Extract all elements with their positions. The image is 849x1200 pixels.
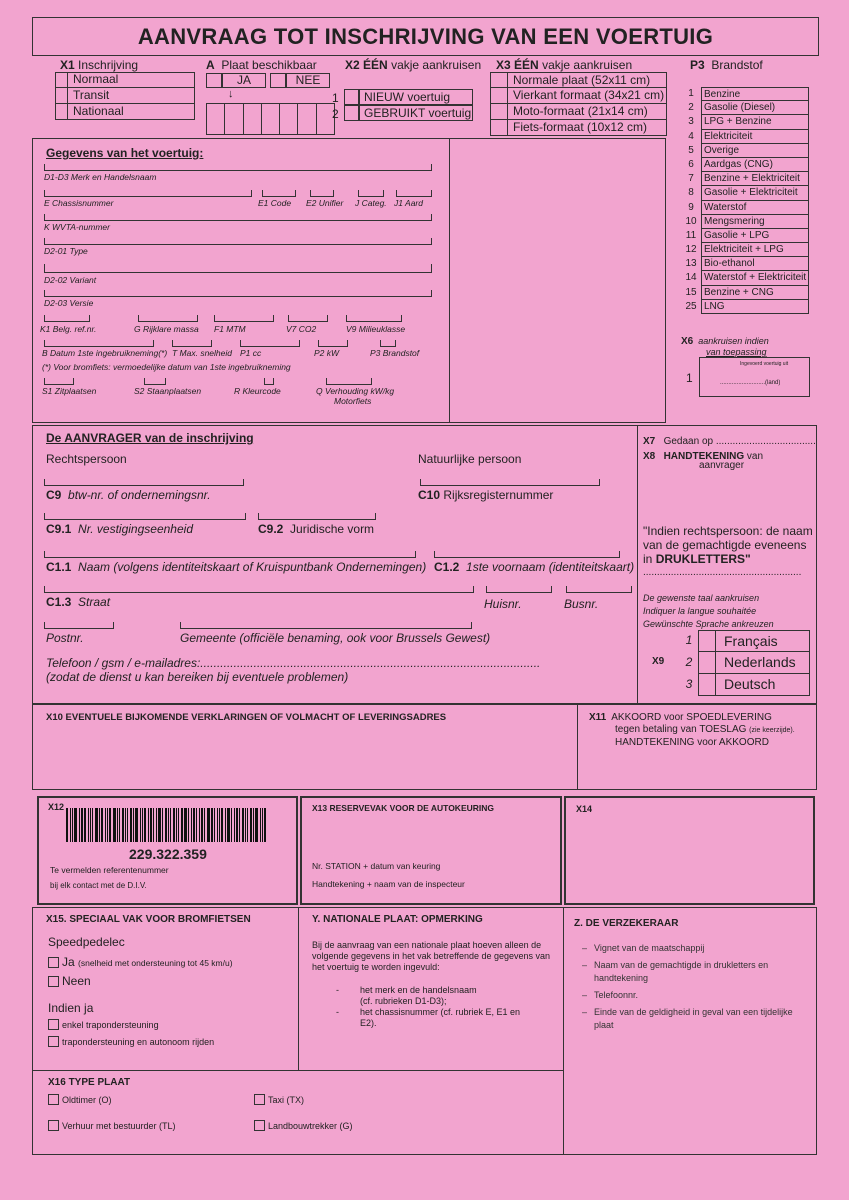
language-list [680, 630, 810, 696]
fuel-item[interactable] [681, 286, 809, 300]
fuel-label: Elektriciteit + LPG [701, 243, 809, 257]
fuel-label: Overige [701, 144, 809, 158]
x1-header: X1 Inschrijving [60, 58, 139, 72]
checkbox-icon[interactable] [48, 957, 59, 968]
language-option[interactable] [680, 652, 810, 674]
x7-done-on: X7 Gedaan op .................................... [643, 436, 816, 447]
label-c11: C1.1 Naam (volgens identiteitskaart of Kruispuntbank Ondernemingen) [46, 560, 427, 574]
label-s2: S2 Staanplaatsen [134, 386, 202, 396]
label-t: T Max. snelheid [172, 348, 232, 358]
insurer-item: – Telefoonnr. [582, 990, 639, 1000]
y-paragraph: Bij de aanvraag van een nationale plaat hoeven alleen de volgende gegevens in het vak betreffende de gegevens van het voertuig te worden ingevuld: [312, 940, 551, 972]
language-label: Français [716, 630, 810, 652]
fuel-label: LPG + Benzine [701, 115, 809, 129]
fuel-item[interactable] [681, 130, 809, 144]
x3-option-vierkant[interactable]: Vierkant formaat (34x21 cm) [490, 88, 667, 104]
legal-person-label: Rechtspersoon [46, 452, 127, 466]
x12-code: X12 [48, 802, 65, 812]
label-s1: S1 Zitplaatsen [42, 386, 97, 396]
x13-title: X13 RESERVEVAK VOOR DE AUTOKEURING [312, 803, 495, 813]
fuel-item[interactable] [681, 201, 809, 215]
language-checkbox[interactable] [698, 674, 716, 696]
field-v7[interactable] [288, 315, 328, 322]
field-busnr[interactable] [566, 586, 632, 593]
checkbox-icon[interactable] [48, 976, 59, 987]
fuel-code: 14 [685, 272, 697, 284]
x12-note2: bij elk contact met de D.I.V. [50, 881, 147, 890]
x16-option-oldtimer[interactable]: Oldtimer (O) [48, 1094, 112, 1105]
fuel-item[interactable] [681, 215, 809, 229]
x10-title: X10 EVENTUELE BIJKOMENDE VERKLARINGEN OF VOLMACHT OF LEVERINGSADRES [46, 712, 447, 723]
label-j: J Categ. [355, 198, 387, 208]
field-c9[interactable] [44, 479, 244, 486]
checkbox-icon[interactable] [254, 1094, 265, 1105]
label-e: E Chassisnummer [44, 198, 114, 208]
fuel-item[interactable] [681, 101, 809, 115]
x16-option-taxi[interactable]: Taxi (TX) [254, 1094, 304, 1105]
x2-header: X2 ÉÉN vakje aankruisen [345, 58, 482, 72]
fuel-item[interactable] [681, 271, 809, 285]
natural-person-label: Natuurlijke persoon [418, 452, 522, 466]
field-huisnr[interactable] [486, 586, 552, 593]
x8-signature: X8 HANDTEKENING van aanvrager [643, 451, 764, 471]
language-label: Nederlands [716, 652, 810, 674]
fuel-label: Gasolie + LPG [701, 229, 809, 243]
fuel-label: Benzine + CNG [701, 286, 809, 300]
x13-line2: Handtekening + naam van de inspecteur [312, 879, 465, 889]
label-c91: C9.1 Nr. vestigingseenheid [46, 522, 193, 536]
field-d201[interactable] [44, 238, 432, 245]
language-option[interactable] [680, 630, 810, 652]
checkbox-icon[interactable] [48, 1094, 59, 1105]
language-number: 3 [685, 677, 693, 691]
fuel-code: 11 [685, 229, 697, 241]
fuel-item[interactable] [681, 115, 809, 129]
form-title: AANVRAAG TOT INSCHRIJVING VAN EEN VOERTUIG [137, 24, 714, 49]
label-e1: E1 Code [258, 198, 292, 208]
barcode-icon [66, 808, 266, 844]
label-c12: C1.2 1ste voornaam (identiteitskaart) [434, 560, 635, 574]
speedpedelec-label: Speedpedelec [48, 935, 125, 949]
checkbox-icon[interactable] [48, 1120, 59, 1131]
fuel-label: Gasolie (Diesel) [701, 101, 809, 115]
fuel-code: 8 [688, 187, 694, 199]
fuel-item[interactable] [681, 257, 809, 271]
a-header: A Plaat beschikbaar [206, 58, 317, 72]
field-k[interactable] [44, 214, 432, 221]
title-box [32, 17, 819, 56]
x1-option-transit[interactable]: Transit [55, 88, 195, 104]
checkbox-icon[interactable] [48, 1036, 59, 1047]
label-d1d3: D1-D3 Merk en Handelsnaam [44, 172, 157, 182]
fuel-code: 9 [688, 201, 694, 213]
fuel-code: 15 [685, 286, 697, 298]
insurer-item: – Vignet van de maatschappij [582, 943, 705, 953]
fuel-code: 3 [688, 116, 694, 128]
label-p2: P2 kW [314, 348, 340, 358]
fuel-label: Benzine [701, 87, 809, 101]
fuel-label: Elektriciteit [701, 130, 809, 144]
field-k1[interactable] [44, 315, 90, 322]
vehicle-data-title: Gegevens van het voertuig: [46, 146, 204, 160]
field-d1d3[interactable] [44, 164, 432, 171]
fuel-label: Gasolie + Elektriciteit [701, 186, 809, 200]
insurer-item: – Naam van de gemachtigde in drukletters en handtekening [582, 960, 769, 983]
x15-option-autonoom[interactable]: trapondersteuning en autonoom rijden [48, 1036, 214, 1047]
field-c91[interactable] [44, 513, 246, 520]
language-checkbox[interactable] [698, 652, 716, 674]
fuel-label: Mengsmering [701, 215, 809, 229]
field-v9[interactable] [346, 315, 402, 322]
label-p1: P1 cc [240, 348, 262, 358]
fuel-item[interactable] [681, 186, 809, 200]
label-postnr: Postnr. [46, 631, 84, 645]
fuel-code: 7 [688, 173, 694, 185]
fuel-label: LNG [701, 300, 809, 314]
fuel-label: Bio-ethanol [701, 257, 809, 271]
x6-header: X6 aankruisen indien [681, 336, 769, 347]
fuel-item[interactable] [681, 144, 809, 158]
language-number: 2 [685, 655, 693, 669]
field-c92[interactable] [258, 513, 376, 520]
label-v9: V9 Milieuklasse [346, 324, 406, 334]
fuel-code: 5 [688, 144, 694, 156]
field-j[interactable] [358, 190, 384, 197]
x3-option-fiets[interactable]: Fiets-formaat (10x12 cm) [490, 120, 667, 136]
x16-option-landbouw[interactable]: Landbouwtrekker (G) [254, 1120, 353, 1131]
field-e2[interactable] [310, 190, 334, 197]
x2-checkbox-nieuw[interactable] [344, 89, 359, 105]
label-k1: K1 Belg. ref.nr. [40, 324, 97, 334]
field-e1[interactable] [262, 190, 296, 197]
x2-num-1: 1 [332, 91, 339, 105]
plate-number-boxes[interactable] [206, 103, 335, 135]
field-s1[interactable] [44, 378, 74, 385]
label-q: Q Verhouding kW/kg [316, 386, 395, 396]
field-q[interactable] [326, 378, 372, 385]
x15-title: X15. SPECIAAL VAK VOOR BROMFIETSEN [46, 914, 251, 925]
label-d203: D2-03 Versie [44, 298, 94, 308]
label-r: R Kleurcode [234, 386, 281, 396]
vehicle-note: (*) Voor bromfiets: vermoedelijke datum van 1ste ingebruikneming [42, 362, 291, 372]
a-nee-checkbox[interactable] [270, 73, 286, 88]
fuel-code: 4 [688, 130, 694, 142]
x3-header: X3 ÉÉN vakje aankruisen [496, 58, 633, 72]
x2-option-gebruikt: GEBRUIKT voertuig [359, 105, 473, 121]
applicant-title: De AANVRAGER van de inschrijving [46, 431, 254, 445]
x1-option-normaal[interactable]: Normaal [55, 72, 195, 88]
z-title: Z. DE VERZEKERAAR [574, 918, 679, 929]
label-c92: C9.2 Juridische vorm [258, 522, 375, 536]
label-e2: E2 Unifier [306, 198, 344, 208]
label-busnr: Busnr. [564, 597, 599, 611]
a-ja-checkbox[interactable] [206, 73, 222, 88]
field-gemeente[interactable] [180, 622, 472, 629]
label-d201: D2-01 Type [44, 246, 88, 256]
p3-header: P3 Brandstof [690, 58, 763, 72]
field-p1[interactable] [240, 340, 300, 347]
insurer-list [582, 942, 799, 1036]
field-f1[interactable] [214, 315, 274, 322]
field-e[interactable] [44, 190, 252, 197]
indien-ja-label: Indien ja [48, 1001, 94, 1015]
fuel-code: 25 [685, 300, 697, 312]
label-f1: F1 MTM [214, 324, 246, 334]
fuel-code: 2 [688, 102, 694, 114]
label-gemeente: Gemeente (officiële benaming, ook voor Brussels Gewest) [180, 631, 491, 645]
language-number: 1 [685, 633, 693, 647]
fuel-item[interactable] [681, 87, 809, 101]
x15-neen-option[interactable]: Neen [48, 974, 91, 988]
phone-note: (zodat de dienst u kan bereiken bij eventuele problemen) [46, 670, 349, 684]
x15-ja-option[interactable]: Ja (snelheid met ondersteuning tot 45 km/u) [48, 955, 233, 969]
x14-code: X14 [576, 804, 593, 814]
fuel-label: Aardgas (CNG) [701, 158, 809, 172]
x2-option-nieuw: NIEUW voertuig [359, 89, 473, 105]
x6-import-box[interactable]: Ingevoerd voertuig uit ...........................(land) [699, 357, 810, 397]
label-v7: V7 CO2 [286, 324, 317, 334]
x12-note1: Te vermelden referentenummer [50, 865, 169, 875]
x11-text: X11 AKKOORD voor SPOEDLEVERING tegen betaling van TOESLAG (zie keerzijde). HANDTEKENING voor AKKOORD [589, 712, 795, 748]
x13-line1: Nr. STATION + datum van keuring [312, 861, 441, 871]
field-b[interactable] [44, 340, 154, 347]
x16-option-verhuur[interactable]: Verhuur met bestuurder (TL) [48, 1120, 176, 1131]
fuel-label: Waterstof [701, 201, 809, 215]
label-b: B Datum 1ste ingebruikneming(*) [42, 348, 168, 358]
fuel-item[interactable] [681, 158, 809, 172]
x14-section [564, 796, 815, 905]
label-j1: J1 Aard [394, 198, 423, 208]
a-ja-label: JA [222, 73, 266, 88]
x6-num: 1 [686, 371, 693, 385]
y-title: Y. NATIONALE PLAAT: OPMERKING [312, 914, 483, 925]
label-huisnr: Huisnr. [484, 597, 522, 611]
fuel-item[interactable] [681, 172, 809, 186]
field-c11[interactable] [44, 551, 416, 558]
fuel-code: 12 [685, 244, 697, 256]
fuel-list [681, 87, 809, 314]
field-c12[interactable] [434, 551, 620, 558]
x16-title: X16 TYPE PLAAT [48, 1077, 131, 1088]
fuel-label: Waterstof + Elektriciteit [701, 271, 809, 285]
field-r[interactable] [264, 378, 274, 385]
fuel-item[interactable] [681, 229, 809, 243]
language-label: Deutsch [716, 674, 810, 696]
x6-sub: van toepassing [706, 347, 767, 357]
a-nee-label: NEE [286, 73, 330, 88]
arrow-down-icon: ↓ [228, 88, 234, 100]
label-k: K WVTA-nummer [44, 222, 110, 232]
fuel-item[interactable] [681, 300, 809, 314]
x2-num-2: 2 [332, 107, 339, 121]
x3-option-moto[interactable]: Moto-formaat (21x14 cm) [490, 104, 667, 120]
fuel-code: 1 [688, 88, 694, 99]
label-q2: Motorfiets [334, 396, 372, 406]
field-c10[interactable] [420, 479, 600, 486]
field-p2[interactable] [318, 340, 348, 347]
fuel-code: 13 [685, 258, 697, 270]
language-checkbox[interactable] [698, 630, 716, 652]
x1-option-nationaal[interactable]: Nationaal [55, 104, 195, 120]
fuel-item[interactable] [681, 243, 809, 257]
fuel-code: 10 [685, 215, 697, 227]
checkbox-icon[interactable] [254, 1120, 265, 1131]
field-c13[interactable] [44, 586, 474, 593]
field-d202[interactable] [44, 264, 432, 273]
x15-option-trap[interactable]: enkel trapondersteuning [48, 1019, 159, 1030]
fuel-code: 6 [688, 158, 694, 170]
label-p3: P3 Brandstof [370, 348, 420, 358]
field-j1[interactable] [396, 190, 432, 197]
vehicle-data-right-panel [450, 138, 666, 423]
reference-number: 229.322.359 [129, 846, 207, 862]
field-p3[interactable] [380, 340, 396, 347]
label-d202: D2-02 Variant [44, 275, 97, 285]
field-d203[interactable] [44, 290, 432, 297]
label-c9: C9 btw-nr. of ondernemingsnr. [46, 488, 211, 502]
y-bullets: - het merk en de handelsnaam (cf. rubrieken D1-D3); - het chassisnummer (cf. rubriek E, E1 en E2). [336, 985, 521, 1028]
label-c10: C10 Rijksregisternummer [418, 488, 554, 502]
x9-instructions: De gewenste taal aankruisen Indiquer la langue souhaitée Gewünschte Sprache ankreuzen [643, 593, 774, 629]
field-postnr[interactable] [44, 622, 114, 629]
field-s2[interactable] [144, 378, 166, 385]
x2-checkbox-gebruikt[interactable] [344, 105, 359, 121]
insurer-item: – Einde van de geldigheid in geval van een tijdelijke plaat [582, 1007, 793, 1030]
field-g[interactable] [138, 315, 198, 322]
checkbox-icon[interactable] [48, 1019, 59, 1030]
label-g: G Rijklare massa [134, 324, 199, 334]
label-c13: C1.3 Straat [46, 595, 111, 609]
fuel-label: Benzine + Elektriciteit [701, 172, 809, 186]
x9-code: X9 [652, 656, 665, 667]
language-option[interactable] [680, 674, 810, 696]
legal-person-note: "Indien rechtspersoon: de naam van de gemachtigde eveneens in DRUKLETTERS" ......................................................... [643, 524, 813, 578]
x3-option-normaal[interactable]: Normale plaat (52x11 cm) [490, 72, 667, 88]
phone-email-field[interactable]: Telefoon / gsm / e-mailadres:...................................................................................................... [46, 656, 541, 670]
field-t[interactable] [172, 340, 212, 347]
